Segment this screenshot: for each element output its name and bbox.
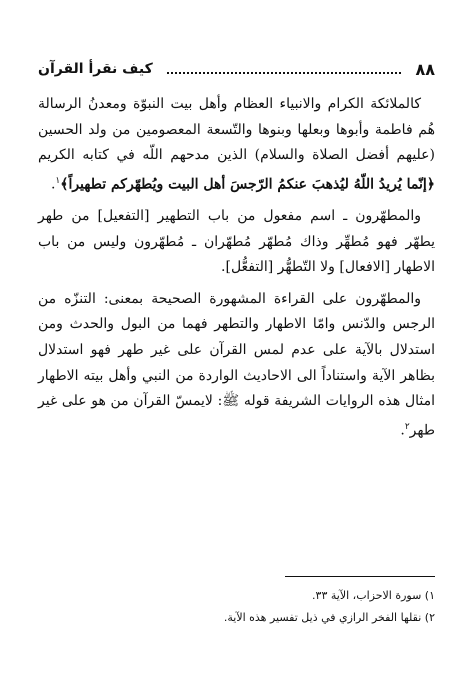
footnote-separator bbox=[285, 576, 435, 577]
paragraph-3-text: والمطهّرون على القراءة المشهورة الصحيحة بمعنى: التنزّه من الرجس والدّنس وامّا الاطهار والتطهر فهما من البول والحدث ومن استدلال بالآية على عدم لمس القرآن على غير طهر فهو استدلال بظاهر الآية واستناداً الى الاحاديث الواردة من النبي وأهل بيته الاطهار امثال هذه الروايات الشريفة قوله ﷺ: لايمسّ القرآن من هو على غير طهر bbox=[38, 290, 435, 439]
header-dotted-leader bbox=[167, 72, 402, 74]
paragraph-1-text: كالملائكة الكرام والانبياء العظام وأهل بيت النبوّة ومعدنُ الرسالة هُم فاطمة وأبوها وبعلها وبنوها والتّسعة المعصومين من ولد الحسين (عليهم أفضل الصلاة والسلام) الذين مدحهم اللّه في كتابه الكريم bbox=[38, 96, 435, 164]
footnote-ref-1: ١ bbox=[55, 175, 61, 186]
footnote-ref-2: ٢ bbox=[404, 421, 410, 432]
footnote-2: ٢) نقلها الفخر الرازي في ذيل تفسير هذه الآية. bbox=[223, 611, 435, 624]
page-header bbox=[38, 56, 435, 82]
paragraph-2: والمطهّرون ـ اسم مفعول من باب التطهير [التفعيل] من طهر يطهّر فهو مُطهِّر وذاك مُطهّر مُطهّران ـ مُطهّرون وليس من باب الاطهار [الافعال] ولا التّطهُّر [التفعُّل]. bbox=[38, 208, 435, 276]
running-title: كيف نقرأ القرآن bbox=[38, 61, 153, 77]
footnote-1: ١) سورة الاحزاب، الآية ٣٣. bbox=[312, 589, 435, 602]
quran-verse: ﴿إنّما يُريدُ اللّهُ ليُذهبَ عنكمُ الرّجسَ أهل البيت ويُطهّركم تطهيراً﴾ bbox=[60, 176, 435, 193]
paragraph-3: والمطهّرون على القراءة المشهورة الصحيحة بمعنى: التنزّه من الرجس والدّنس وامّا الاطهار والتطهر فهما من البول والحدث ومن استدلال بالآية على عدم لمس القرآن على غير طهر فهو استدلال بظاهر الآية واستناداً الى الاحاديث الواردة من النبي وأهل بيته الاطهار امثال هذه الروايات الشريفة قوله ﷺ: لايمسّ القرآن من هو على غير طهر$^٢$. bbox=[38, 290, 435, 439]
body-text bbox=[38, 92, 435, 450]
page-number: ٨٨ bbox=[415, 59, 435, 79]
footnotes bbox=[38, 585, 435, 629]
paragraph-1: كالملائكة الكرام والانبياء العظام وأهل بيت النبوّة ومعدنُ الرسالة هُم فاطمة وأبوها وبعلها وبنوها والتّسعة المعصومين من ولد الحسين (عليهم أفضل الصلاة والسلام) الذين مدحهم اللّه في كتابه الكريم ﴿إنّما يُريدُ اللّهُ ليُذهبَ عنكمُ الرّجسَ أهل البيت ويُطهّركم تطهيراً﴾$^١$. bbox=[38, 96, 435, 193]
